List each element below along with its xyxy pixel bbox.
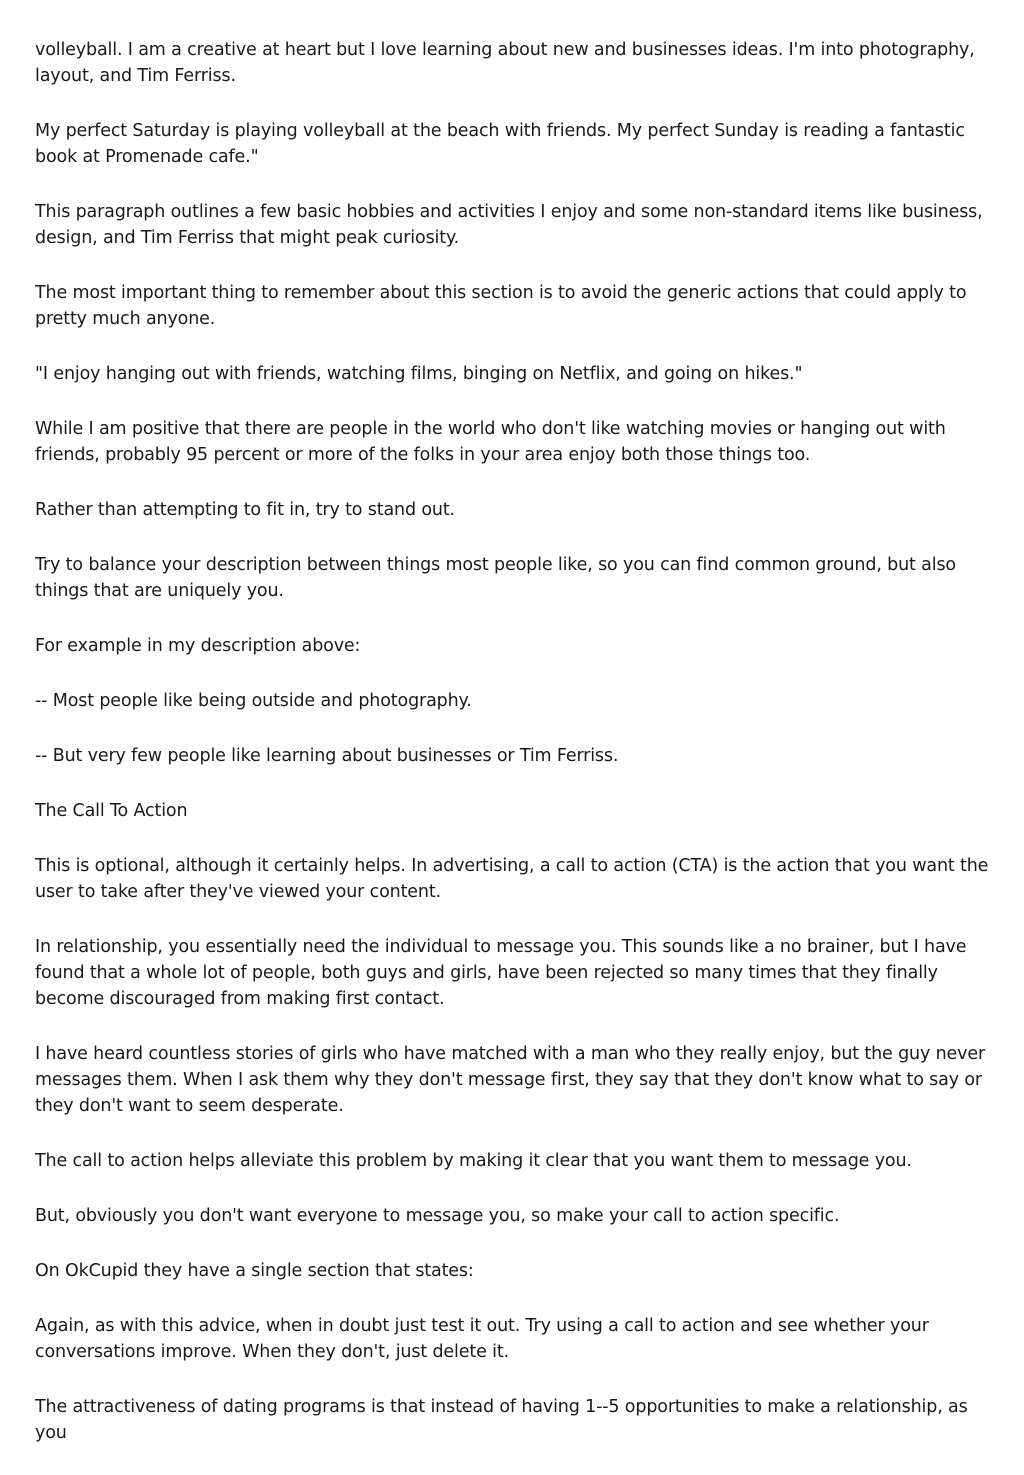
- paragraph: In relationship, you essentially need the individual to message you. This sounds like a no brainer, but I have found that a whole lot of people, both guys and girls, have been rejected so many times that they finally become discouraged from making first contact.: [35, 937, 967, 1009]
- paragraph: My perfect Saturday is playing volleyball at the beach with friends. My perfect Sunday is reading a fantastic book at Promenade cafe.": [35, 121, 965, 167]
- paragraph: volleyball. I am a creative at heart but I love learning about new and businesses ideas. I'm into photography, layout, and Tim Ferriss.: [35, 40, 975, 86]
- document-body: [35, 37, 995, 1475]
- paragraph: Rather than attempting to fit in, try to stand out.: [35, 500, 455, 520]
- paragraph: "I enjoy hanging out with friends, watching films, binging on Netflix, and going on hikes.": [35, 364, 803, 384]
- paragraph: While I am positive that there are people in the world who don't like watching movies or hanging out with friends, probably 95 percent or more of the folks in your area enjoy both those things too.: [35, 419, 946, 465]
- paragraph: I have heard countless stories of girls who have matched with a man who they really enjoy, but the guy never messages them. When I ask them why they don't message first, they say that they don't know what to say or they don't want to seem desperate.: [35, 1044, 986, 1116]
- paragraph: The attractiveness of dating programs is that instead of having 1--5 opportunities to make a relationship, as you: [35, 1397, 968, 1443]
- paragraph: This is optional, although it certainly helps. In advertising, a call to action (CTA) is the action that you want the user to take after they've viewed your content.: [35, 856, 989, 902]
- paragraph: But, obviously you don't want everyone to message you, so make your call to action specific.: [35, 1206, 840, 1226]
- list-item: -- Most people like being outside and photography.: [35, 691, 472, 711]
- paragraph: The call to action helps alleviate this problem by making it clear that you want them to message you.: [35, 1151, 912, 1171]
- paragraph: The most important thing to remember about this section is to avoid the generic actions that could apply to pretty much anyone.: [35, 283, 967, 329]
- paragraph: Again, as with this advice, when in doubt just test it out. Try using a call to action and see whether your conversations improve. When they don't, just delete it.: [35, 1316, 929, 1362]
- paragraph: On OkCupid they have a single section that states:: [35, 1261, 474, 1281]
- section-heading: The Call To Action: [35, 801, 188, 821]
- paragraph: This paragraph outlines a few basic hobbies and activities I enjoy and some non-standard items like business, design, and Tim Ferriss that might peak curiosity.: [35, 202, 983, 248]
- list-item: -- But very few people like learning about businesses or Tim Ferriss.: [35, 746, 619, 766]
- paragraph: For example in my description above:: [35, 636, 361, 656]
- paragraph: Try to balance your description between things most people like, so you can find common ground, but also things that are uniquely you.: [35, 555, 956, 601]
